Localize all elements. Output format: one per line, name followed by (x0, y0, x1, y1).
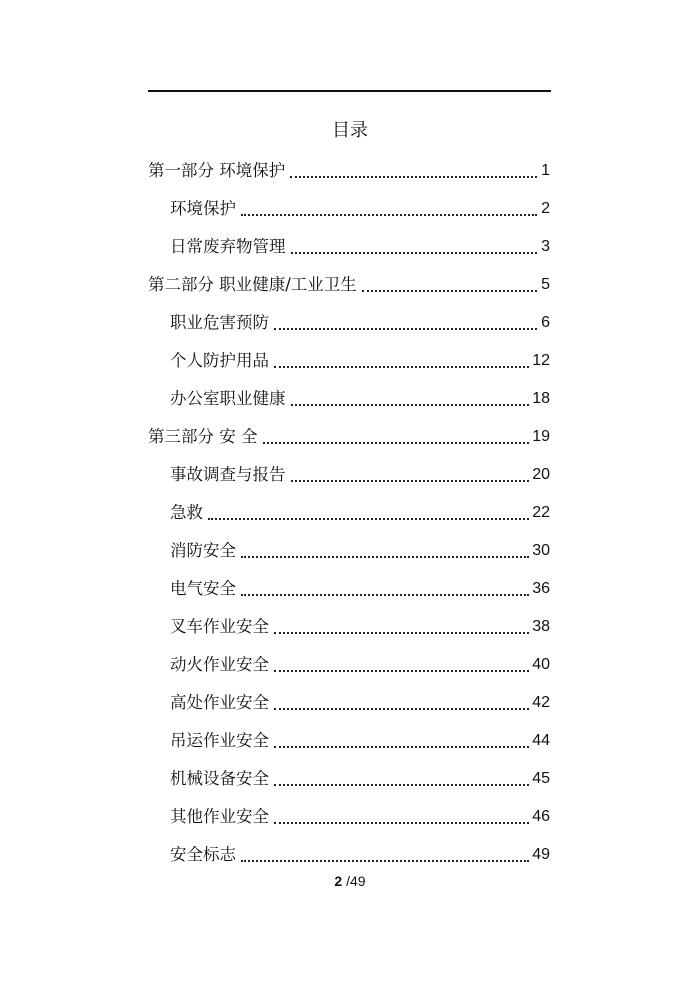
toc-dot-leader (274, 822, 529, 824)
toc-page-number: 6 (541, 314, 550, 331)
header-rule (148, 90, 551, 92)
toc-section-entry[interactable] (148, 836, 550, 874)
toc-entry-title: 高处作业安全 (170, 693, 269, 712)
toc-dot-leader (208, 518, 529, 520)
toc-dot-leader (291, 404, 530, 406)
toc-entry-title: 其他作业安全 (170, 807, 269, 826)
toc-page-number: 20 (532, 466, 550, 483)
toc-dot-leader (274, 366, 529, 368)
toc-entry-title: 第二部分 职业健康/工业卫生 (148, 275, 357, 294)
toc-section-entry[interactable] (148, 684, 550, 722)
toc-dot-leader (274, 328, 537, 330)
toc-section-entry[interactable] (148, 646, 550, 684)
toc-page-number: 40 (532, 656, 550, 673)
toc-part-entry[interactable] (148, 418, 550, 456)
toc-entry-title: 办公室职业健康 (170, 389, 286, 408)
toc-page-number: 46 (532, 808, 550, 825)
toc-entry-title: 急救 (170, 503, 203, 522)
toc-dot-leader (291, 480, 530, 482)
toc-section-entry[interactable] (148, 760, 550, 798)
toc-dot-leader (263, 442, 530, 444)
toc-section-entry[interactable] (148, 494, 550, 532)
toc-section-entry[interactable] (148, 342, 550, 380)
toc-entry-title: 机械设备安全 (170, 769, 269, 788)
toc-page-number: 18 (532, 390, 550, 407)
table-of-contents (148, 152, 550, 874)
toc-entry-title: 环境保护 (170, 199, 236, 218)
total-pages: /49 (346, 873, 366, 889)
toc-dot-leader (291, 252, 538, 254)
toc-section-entry[interactable] (148, 608, 550, 646)
toc-title: 目录 (332, 120, 368, 141)
toc-section-entry[interactable] (148, 722, 550, 760)
toc-page-number: 44 (532, 732, 550, 749)
toc-entry-title: 消防安全 (170, 541, 236, 560)
toc-section-entry[interactable] (148, 380, 550, 418)
toc-dot-leader (274, 746, 529, 748)
toc-dot-leader (274, 632, 529, 634)
toc-section-entry[interactable] (148, 456, 550, 494)
toc-page-number: 1 (541, 162, 550, 179)
toc-entry-title: 第三部分 安 全 (148, 427, 258, 446)
toc-page-number: 5 (541, 276, 550, 293)
toc-page-number: 22 (532, 504, 550, 521)
toc-page-number: 3 (541, 238, 550, 255)
toc-page-number: 45 (532, 770, 550, 787)
toc-entry-title: 安全标志 (170, 845, 236, 864)
toc-page-number: 12 (532, 352, 550, 369)
toc-section-entry[interactable] (148, 228, 550, 266)
toc-page-number: 42 (532, 694, 550, 711)
toc-part-entry[interactable] (148, 152, 550, 190)
toc-entry-title: 日常废弃物管理 (170, 237, 286, 256)
toc-section-entry[interactable] (148, 304, 550, 342)
current-page-number: 2 (334, 873, 343, 889)
toc-part-entry[interactable] (148, 266, 550, 304)
toc-dot-leader (241, 860, 529, 862)
toc-section-entry[interactable] (148, 570, 550, 608)
toc-dot-leader (274, 784, 529, 786)
toc-dot-leader (241, 594, 529, 596)
toc-page-number: 2 (541, 200, 550, 217)
toc-dot-leader (274, 670, 529, 672)
page-footer (0, 872, 700, 890)
toc-dot-leader (241, 214, 537, 216)
toc-page-number: 19 (532, 428, 550, 445)
toc-entry-title: 动火作业安全 (170, 655, 269, 674)
toc-section-entry[interactable] (148, 190, 550, 228)
toc-entry-title: 电气安全 (170, 579, 236, 598)
toc-entry-title: 事故调查与报告 (170, 465, 286, 484)
toc-entry-title: 吊运作业安全 (170, 731, 269, 750)
toc-dot-leader (362, 290, 537, 292)
toc-entry-title: 第一部分 环境保护 (148, 161, 286, 180)
toc-dot-leader (241, 556, 529, 558)
toc-page-number: 36 (532, 580, 550, 597)
toc-dot-leader (290, 176, 537, 178)
toc-section-entry[interactable] (148, 532, 550, 570)
toc-entry-title: 叉车作业安全 (170, 617, 269, 636)
toc-dot-leader (274, 708, 529, 710)
toc-entry-title: 个人防护用品 (170, 351, 269, 370)
toc-page-number: 38 (532, 618, 550, 635)
toc-page-number: 30 (532, 542, 550, 559)
toc-section-entry[interactable] (148, 798, 550, 836)
toc-entry-title: 职业危害预防 (170, 313, 269, 332)
toc-page-number: 49 (532, 846, 550, 863)
